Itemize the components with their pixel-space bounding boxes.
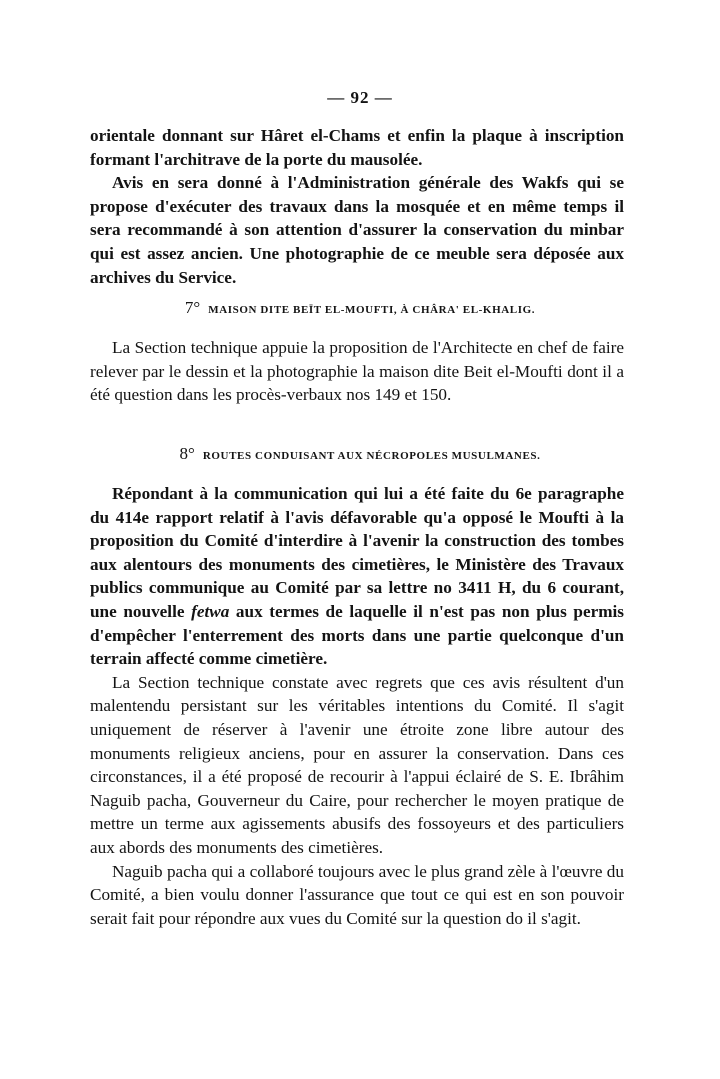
section-7-paragraph: La Section technique appuie la proposition de l'Architecte en chef de faire relever par le dessin et la photographie la maison dite Beit el-Moufti dont il a été question dans les procès-verbaux nos 149 et 150. xyxy=(90,338,624,405)
intro-section xyxy=(90,124,624,289)
section-8-paragraph-2: La Section technique constate avec regrets que ces avis résultent d'un malentendu persistant sur les véritables intentions du Comité. Il s'agit uniquement de réserver à l'avenir une étroite zone libre autour des monuments religieux anciens, pour en assurer la conservation. Dans ces circonstances, il a été proposé de recourir à l'appui éclairé de S. E. Ibrâhim Naguib pacha, Gouverneur du Caire, pour rechercher le moyen pratique de mettre un terme aux agissements abusifs des fossoyeurs et des particuliers aux abords des monuments des cimetières. xyxy=(90,672,624,857)
section-8-heading xyxy=(0,444,720,464)
section-7-body xyxy=(90,336,624,407)
section-8-title: ROUTES CONDUISANT AUX NÉCROPOLES MUSULMANES. xyxy=(202,450,541,462)
section-7-number: 7° xyxy=(184,298,201,317)
fetwa-term: fetwa xyxy=(191,601,230,621)
section-8-p1-start: Répondant à la communication qui lui a été faite du 6e paragraphe du 414e rapport relatif à l'avis défavorable qu'a opposé le Moufti à la proposition du Comité d'interdire à l'avenir la construction des tombes aux alentours des monuments des cimetières, le Ministère des Travaux publics communique au Comité par sa lettre no 3411 H, du 6 courant, une nouvelle xyxy=(90,484,624,621)
intro-paragraph-wakfs: Avis en sera donné à l'Administration générale des Wakfs qui se propose d'exécuter des travaux dans la mosquée et en même temps il sera recommandé à son attention d'assurer la conservation du minbar qui est assez ancien. Une photographie de ce meuble sera déposée aux archives du Service. xyxy=(90,173,624,287)
section-7-title: MAISON DITE BEÏT EL-MOUFTI, À CHÂRA' EL-KHALIG. xyxy=(208,304,536,316)
section-7-heading xyxy=(0,298,720,318)
page-number: — 92 — xyxy=(327,88,393,107)
section-8-p1-end: aux termes de laquelle il n'est pas non plus permis d'empêcher l'enterrement des morts dans une partie quelconque d'un terrain affecté comme cimetière. xyxy=(90,601,624,669)
intro-paragraph-continuation: orientale donnant sur Hâret el-Chams et enfin la plaque à inscription formant l'architrave de la porte du mausolée. xyxy=(90,126,624,169)
section-8-number: 8° xyxy=(179,444,195,463)
section-8-paragraph-1 xyxy=(90,482,624,671)
section-8-paragraph-3: Naguib pacha qui a collaboré toujours avec le plus grand zèle à l'œuvre du Comité, a bien voulu donner l'assurance que tout ce qui est en son pouvoir serait fait pour répondre aux vues du Comité sur la question do il s'agit. xyxy=(90,861,624,928)
section-8-body xyxy=(90,482,624,930)
